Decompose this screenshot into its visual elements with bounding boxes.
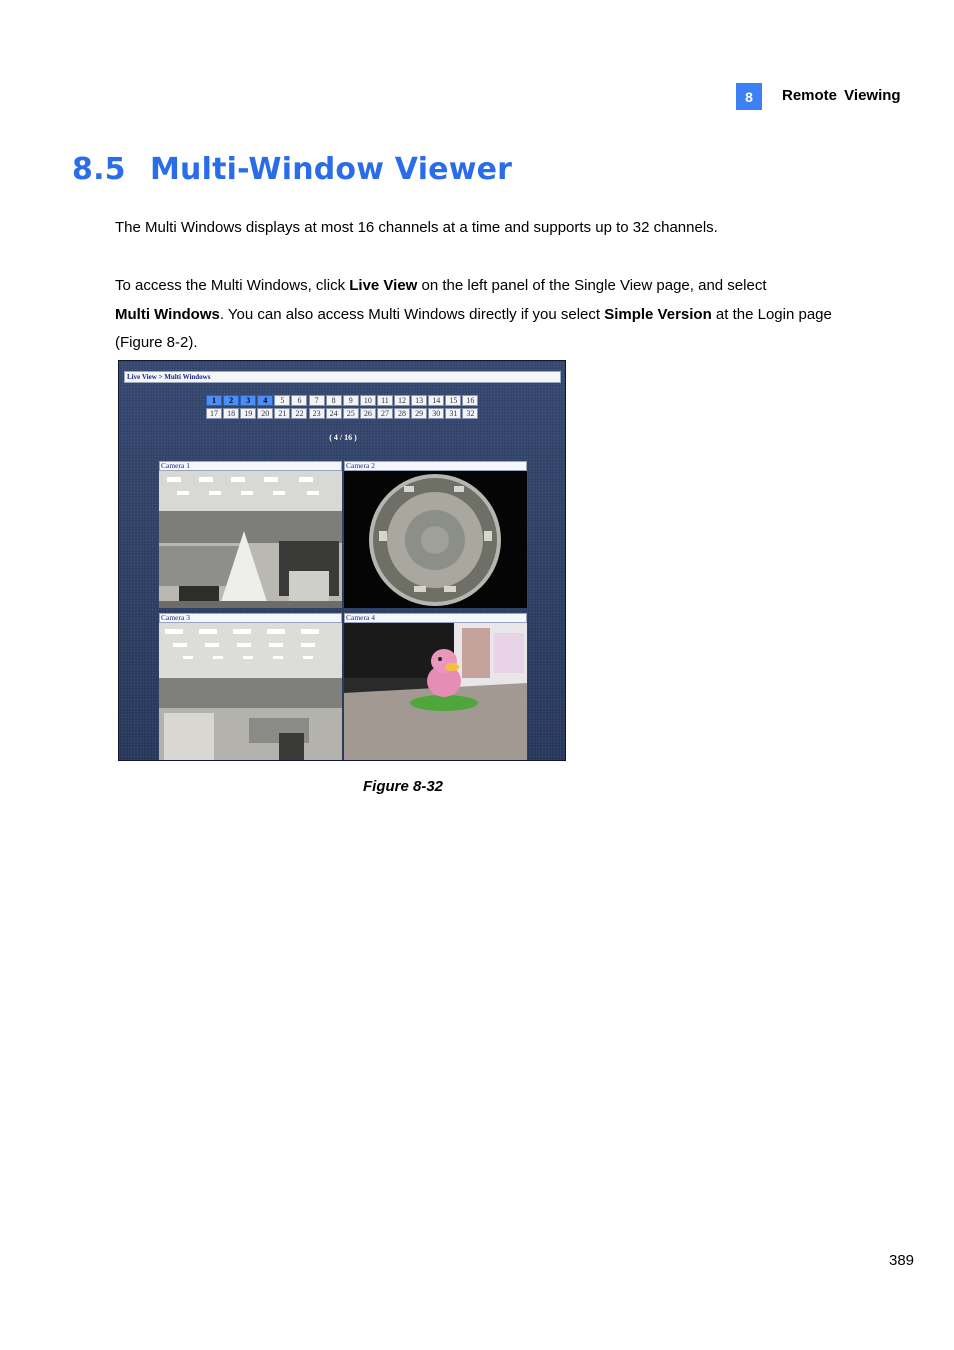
bold-multi-windows: Multi Windows: [115, 305, 220, 323]
channel-button-28[interactable]: 28: [394, 408, 410, 419]
channel-button-16[interactable]: 16: [462, 395, 478, 406]
text-run: . You can also access Multi Windows directly if you select: [219, 305, 605, 323]
channel-button-22[interactable]: 22: [291, 408, 307, 419]
channel-button-5[interactable]: 5: [274, 395, 290, 406]
channel-button-31[interactable]: 31: [445, 408, 461, 419]
camera-3-label: Camera 3: [159, 613, 342, 623]
camera-2-window[interactable]: [344, 461, 527, 608]
camera-2-feed: [344, 471, 527, 608]
camera-4-feed: [344, 623, 527, 760]
channel-button-9[interactable]: 9: [343, 395, 359, 406]
channel-button-2[interactable]: 2: [223, 395, 239, 406]
chapter-title: Remote Viewing: [782, 87, 901, 104]
page-counter: ( 4 / 16 ): [329, 433, 357, 442]
camera-4-label: Camera 4: [344, 613, 527, 623]
camera-1-label: Camera 1: [159, 461, 342, 471]
text-run: at the Login page (Figure 8-2).: [115, 305, 832, 351]
channel-button-21[interactable]: 21: [274, 408, 290, 419]
page-number: 389: [889, 1252, 915, 1269]
channel-button-8[interactable]: 8: [326, 395, 342, 406]
chapter-number-badge: 8: [736, 83, 762, 110]
channel-button-29[interactable]: 29: [411, 408, 427, 419]
camera-4-window[interactable]: [344, 613, 527, 760]
text-run: on the left panel of the Single View page, and select: [417, 277, 767, 294]
bold-live-view: Live View: [349, 277, 418, 294]
channel-button-6[interactable]: 6: [291, 395, 307, 406]
channel-button-20[interactable]: 20: [257, 408, 273, 419]
channel-button-26[interactable]: 26: [360, 408, 376, 419]
channel-button-23[interactable]: 23: [309, 408, 325, 419]
channel-button-13[interactable]: 13: [411, 395, 427, 406]
channel-selector-grid: [206, 395, 480, 419]
breadcrumb: Live View > Multi Windows: [124, 371, 561, 383]
channel-button-12[interactable]: 12: [394, 395, 410, 406]
camera-2-label: Camera 2: [344, 461, 527, 471]
channel-button-4[interactable]: 4: [257, 395, 273, 406]
section-title: Multi-Window Viewer: [150, 152, 513, 187]
channel-button-3[interactable]: 3: [240, 395, 256, 406]
text-run: To access the Multi Windows, click: [115, 277, 350, 294]
section-number: 8.5: [72, 152, 126, 187]
camera-1-window[interactable]: [159, 461, 342, 608]
channel-button-14[interactable]: 14: [428, 395, 444, 406]
multi-window-viewer-figure: [118, 360, 566, 761]
section-heading: [72, 152, 512, 187]
camera-1-feed: [159, 471, 342, 608]
channel-button-30[interactable]: 30: [428, 408, 444, 419]
channel-button-1[interactable]: 1: [206, 395, 222, 406]
channel-button-27[interactable]: 27: [377, 408, 393, 419]
channel-button-10[interactable]: 10: [360, 395, 376, 406]
intro-paragraph: The Multi Windows displays at most 16 channels at a time and supports up to 32 channels.: [115, 219, 718, 236]
channel-button-15[interactable]: 15: [445, 395, 461, 406]
channel-button-19[interactable]: 19: [240, 408, 256, 419]
access-paragraph: [115, 272, 855, 358]
camera-3-window[interactable]: [159, 613, 342, 760]
bold-simple-version: Simple Version: [604, 305, 712, 323]
channel-button-7[interactable]: 7: [309, 395, 325, 406]
channel-button-24[interactable]: 24: [326, 408, 342, 419]
channel-button-17[interactable]: 17: [206, 408, 222, 419]
channel-button-11[interactable]: 11: [377, 395, 393, 406]
figure-caption: Figure 8-32: [362, 778, 444, 795]
channel-button-32[interactable]: 32: [462, 408, 478, 419]
camera-3-feed: [159, 623, 342, 760]
channel-button-25[interactable]: 25: [343, 408, 359, 419]
channel-button-18[interactable]: 18: [223, 408, 239, 419]
